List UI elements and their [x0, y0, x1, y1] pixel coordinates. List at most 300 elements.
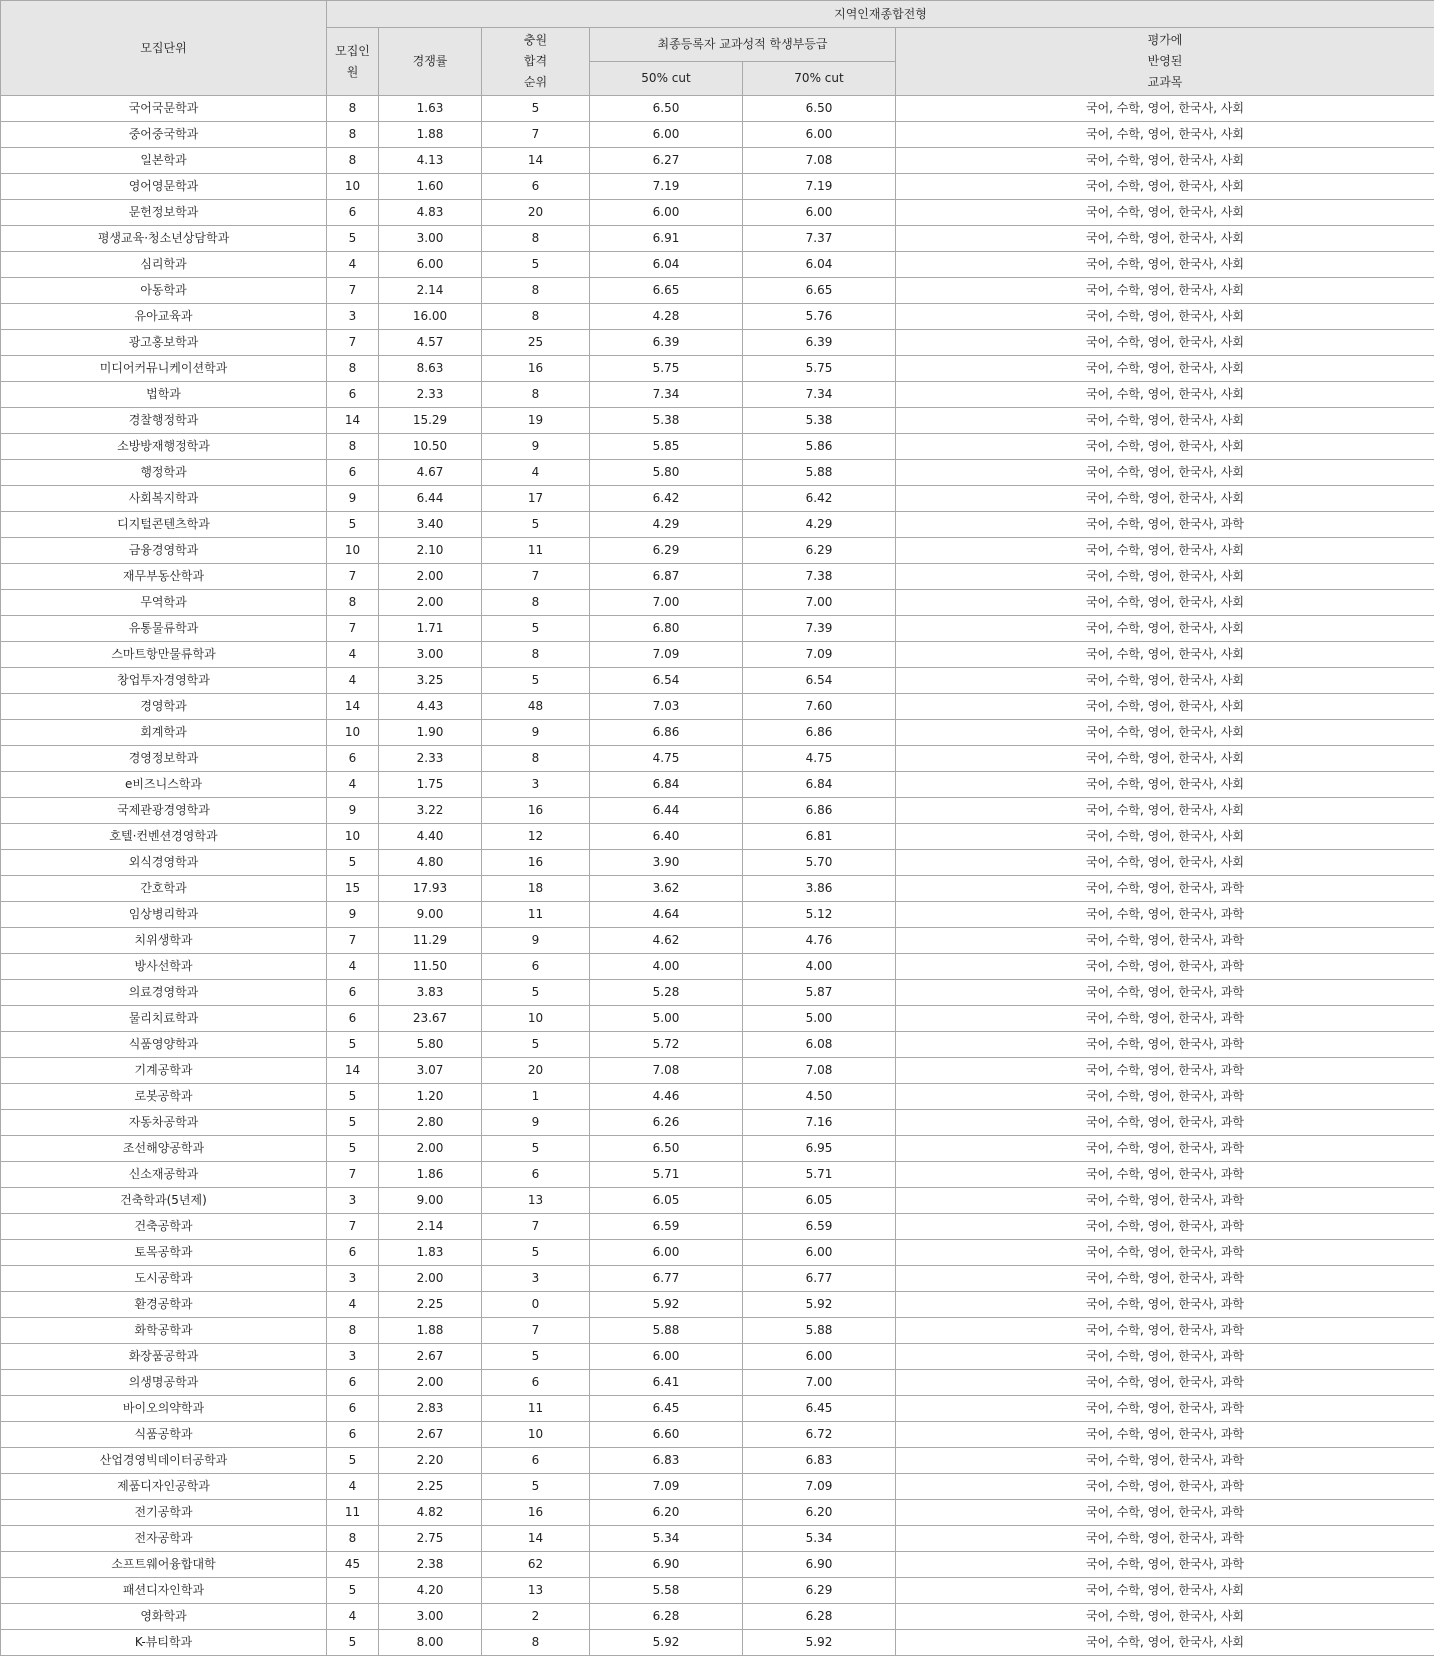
cell-quota: 5 — [327, 512, 379, 538]
cell-rate: 10.50 — [379, 434, 482, 460]
cell-rate: 1.20 — [379, 1084, 482, 1110]
cell-unit: 산업경영빅데이터공학과 — [1, 1448, 327, 1474]
cell-rank: 13 — [482, 1188, 590, 1214]
cell-subjects: 국어, 수학, 영어, 한국사, 과학 — [896, 1058, 1434, 1084]
cell-subjects: 국어, 수학, 영어, 한국사, 과학 — [896, 980, 1434, 1006]
cell-rate: 1.86 — [379, 1162, 482, 1188]
cell-unit: 사회복지학과 — [1, 486, 327, 512]
cell-cut70: 6.28 — [743, 1604, 896, 1630]
cell-rate: 1.71 — [379, 616, 482, 642]
cell-subjects: 국어, 수학, 영어, 한국사, 사회 — [896, 1578, 1434, 1604]
cell-quota: 15 — [327, 876, 379, 902]
cell-quota: 9 — [327, 798, 379, 824]
cell-subjects: 국어, 수학, 영어, 한국사, 사회 — [896, 798, 1434, 824]
cell-rank: 48 — [482, 694, 590, 720]
cell-cut50: 6.80 — [590, 616, 743, 642]
table-row — [1, 278, 1434, 304]
cell-cut50: 3.90 — [590, 850, 743, 876]
cell-quota: 4 — [327, 772, 379, 798]
cell-cut50: 7.09 — [590, 1474, 743, 1500]
cell-unit: 조선해양공학과 — [1, 1136, 327, 1162]
cell-subjects: 국어, 수학, 영어, 한국사, 사회 — [896, 304, 1434, 330]
table-row — [1, 252, 1434, 278]
cell-rank: 11 — [482, 538, 590, 564]
cell-unit: 회계학과 — [1, 720, 327, 746]
cell-cut70: 6.77 — [743, 1266, 896, 1292]
cell-cut70: 4.50 — [743, 1084, 896, 1110]
cell-rate: 4.80 — [379, 850, 482, 876]
table-row — [1, 1240, 1434, 1266]
cell-rank: 18 — [482, 876, 590, 902]
cell-rate: 4.20 — [379, 1578, 482, 1604]
cell-cut70: 6.00 — [743, 122, 896, 148]
cell-unit: 법학과 — [1, 382, 327, 408]
cell-subjects: 국어, 수학, 영어, 한국사, 사회 — [896, 824, 1434, 850]
cell-quota: 7 — [327, 564, 379, 590]
table-row — [1, 798, 1434, 824]
cell-subjects: 국어, 수학, 영어, 한국사, 과학 — [896, 1214, 1434, 1240]
cell-rate: 2.14 — [379, 278, 482, 304]
cell-quota: 4 — [327, 642, 379, 668]
cell-unit: 디지털콘텐츠학과 — [1, 512, 327, 538]
header-grade-group: 최종등록자 교과성적 학생부등급 — [590, 28, 896, 62]
cell-quota: 8 — [327, 434, 379, 460]
cell-cut70: 7.08 — [743, 148, 896, 174]
cell-subjects: 국어, 수학, 영어, 한국사, 과학 — [896, 1526, 1434, 1552]
cell-cut70: 7.39 — [743, 616, 896, 642]
table-row — [1, 200, 1434, 226]
cell-rate: 4.57 — [379, 330, 482, 356]
table-row — [1, 1422, 1434, 1448]
cell-unit: 재무부동산학과 — [1, 564, 327, 590]
cell-cut70: 6.42 — [743, 486, 896, 512]
cell-rank: 8 — [482, 1630, 590, 1656]
table-row — [1, 1162, 1434, 1188]
cell-cut70: 5.92 — [743, 1292, 896, 1318]
cell-rank: 5 — [482, 616, 590, 642]
cell-cut70: 6.65 — [743, 278, 896, 304]
cell-cut70: 5.38 — [743, 408, 896, 434]
cell-cut70: 7.16 — [743, 1110, 896, 1136]
cell-quota: 5 — [327, 1578, 379, 1604]
cell-rank: 0 — [482, 1292, 590, 1318]
cell-cut70: 6.59 — [743, 1214, 896, 1240]
cell-subjects: 국어, 수학, 영어, 한국사, 사회 — [896, 590, 1434, 616]
cell-cut50: 6.45 — [590, 1396, 743, 1422]
cell-rank: 62 — [482, 1552, 590, 1578]
table-row — [1, 434, 1434, 460]
cell-unit: 화장품공학과 — [1, 1344, 327, 1370]
cell-unit: 환경공학과 — [1, 1292, 327, 1318]
cell-quota: 6 — [327, 1422, 379, 1448]
cell-rate: 4.67 — [379, 460, 482, 486]
cell-cut70: 6.90 — [743, 1552, 896, 1578]
table-row — [1, 590, 1434, 616]
cell-cut70: 6.72 — [743, 1422, 896, 1448]
cell-rate: 2.00 — [379, 564, 482, 590]
cell-cut70: 7.09 — [743, 1474, 896, 1500]
cell-cut70: 7.00 — [743, 590, 896, 616]
cell-cut70: 4.29 — [743, 512, 896, 538]
cell-rank: 17 — [482, 486, 590, 512]
header-rate: 경쟁률 — [379, 28, 482, 96]
cell-cut70: 6.50 — [743, 96, 896, 122]
cell-unit: 바이오의약학과 — [1, 1396, 327, 1422]
cell-unit: 건축공학과 — [1, 1214, 327, 1240]
cell-unit: 유아교육과 — [1, 304, 327, 330]
cell-subjects: 국어, 수학, 영어, 한국사, 과학 — [896, 1136, 1434, 1162]
cell-cut50: 5.92 — [590, 1630, 743, 1656]
cell-quota: 5 — [327, 226, 379, 252]
cell-subjects: 국어, 수학, 영어, 한국사, 과학 — [896, 1266, 1434, 1292]
table-row — [1, 226, 1434, 252]
cell-rate: 1.90 — [379, 720, 482, 746]
cell-unit: 패션디자인학과 — [1, 1578, 327, 1604]
table-row — [1, 122, 1434, 148]
cell-cut50: 6.91 — [590, 226, 743, 252]
cell-unit: 전자공학과 — [1, 1526, 327, 1552]
cell-rate: 2.33 — [379, 382, 482, 408]
cell-rate: 3.22 — [379, 798, 482, 824]
cell-rate: 11.50 — [379, 954, 482, 980]
cell-rate: 4.40 — [379, 824, 482, 850]
cell-subjects: 국어, 수학, 영어, 한국사, 과학 — [896, 1084, 1434, 1110]
table-row — [1, 356, 1434, 382]
cell-unit: 평생교육·청소년상담학과 — [1, 226, 327, 252]
cell-quota: 3 — [327, 304, 379, 330]
cell-rate: 3.07 — [379, 1058, 482, 1084]
cell-rate: 2.00 — [379, 1370, 482, 1396]
cell-rank: 5 — [482, 980, 590, 1006]
cell-unit: 신소재공학과 — [1, 1162, 327, 1188]
cell-rate: 11.29 — [379, 928, 482, 954]
cell-quota: 7 — [327, 278, 379, 304]
cell-subjects: 국어, 수학, 영어, 한국사, 사회 — [896, 850, 1434, 876]
cell-cut70: 5.75 — [743, 356, 896, 382]
cell-cut50: 7.34 — [590, 382, 743, 408]
cell-rate: 2.25 — [379, 1474, 482, 1500]
cell-quota: 6 — [327, 382, 379, 408]
table-row — [1, 96, 1434, 122]
cell-cut50: 6.50 — [590, 1136, 743, 1162]
cell-rank: 6 — [482, 1448, 590, 1474]
table-row — [1, 694, 1434, 720]
header-rank: 충원 합격 순위 — [482, 28, 590, 96]
cell-rate: 2.67 — [379, 1344, 482, 1370]
cell-subjects: 국어, 수학, 영어, 한국사, 과학 — [896, 876, 1434, 902]
cell-subjects: 국어, 수학, 영어, 한국사, 과학 — [896, 512, 1434, 538]
table-header — [1, 1, 1434, 96]
cell-subjects: 국어, 수학, 영어, 한국사, 과학 — [896, 1188, 1434, 1214]
cell-cut50: 5.28 — [590, 980, 743, 1006]
cell-subjects: 국어, 수학, 영어, 한국사, 과학 — [896, 954, 1434, 980]
cell-unit: 임상병리학과 — [1, 902, 327, 928]
cell-cut50: 5.00 — [590, 1006, 743, 1032]
cell-unit: 토목공학과 — [1, 1240, 327, 1266]
cell-rank: 5 — [482, 1136, 590, 1162]
cell-quota: 8 — [327, 590, 379, 616]
cell-unit: 심리학과 — [1, 252, 327, 278]
cell-unit: 소방방재행정학과 — [1, 434, 327, 460]
cell-unit: 광고홍보학과 — [1, 330, 327, 356]
cell-cut70: 7.38 — [743, 564, 896, 590]
cell-rank: 20 — [482, 1058, 590, 1084]
cell-cut70: 6.95 — [743, 1136, 896, 1162]
cell-subjects: 국어, 수학, 영어, 한국사, 사회 — [896, 408, 1434, 434]
cell-subjects: 국어, 수학, 영어, 한국사, 사회 — [896, 746, 1434, 772]
cell-cut50: 6.65 — [590, 278, 743, 304]
cell-rate: 1.75 — [379, 772, 482, 798]
cell-quota: 3 — [327, 1188, 379, 1214]
cell-rate: 3.00 — [379, 226, 482, 252]
table-row — [1, 876, 1434, 902]
cell-rank: 8 — [482, 642, 590, 668]
table-row — [1, 1110, 1434, 1136]
cell-unit: 식품영양학과 — [1, 1032, 327, 1058]
cell-rank: 9 — [482, 1110, 590, 1136]
header-unit: 모집단위 — [1, 1, 327, 96]
cell-quota: 8 — [327, 356, 379, 382]
cell-cut50: 5.80 — [590, 460, 743, 486]
cell-cut50: 6.27 — [590, 148, 743, 174]
cell-cut50: 6.60 — [590, 1422, 743, 1448]
cell-cut50: 6.39 — [590, 330, 743, 356]
cell-subjects: 국어, 수학, 영어, 한국사, 과학 — [896, 1396, 1434, 1422]
cell-rate: 2.20 — [379, 1448, 482, 1474]
table-row — [1, 1058, 1434, 1084]
cell-quota: 7 — [327, 330, 379, 356]
cell-rate: 2.80 — [379, 1110, 482, 1136]
table-row — [1, 1500, 1434, 1526]
cell-subjects: 국어, 수학, 영어, 한국사, 사회 — [896, 486, 1434, 512]
cell-unit: 간호학과 — [1, 876, 327, 902]
cell-unit: 무역학과 — [1, 590, 327, 616]
cell-cut70: 5.87 — [743, 980, 896, 1006]
cell-cut70: 7.37 — [743, 226, 896, 252]
table-row — [1, 304, 1434, 330]
cell-subjects: 국어, 수학, 영어, 한국사, 사회 — [896, 616, 1434, 642]
cell-cut70: 5.00 — [743, 1006, 896, 1032]
cell-rank: 3 — [482, 1266, 590, 1292]
cell-subjects: 국어, 수학, 영어, 한국사, 과학 — [896, 1552, 1434, 1578]
table-row — [1, 148, 1434, 174]
cell-quota: 5 — [327, 1032, 379, 1058]
cell-rank: 5 — [482, 1344, 590, 1370]
cell-rate: 4.43 — [379, 694, 482, 720]
cell-cut70: 6.05 — [743, 1188, 896, 1214]
cell-rank: 19 — [482, 408, 590, 434]
cell-unit: 도시공학과 — [1, 1266, 327, 1292]
cell-subjects: 국어, 수학, 영어, 한국사, 사회 — [896, 538, 1434, 564]
cell-unit: 금융경영학과 — [1, 538, 327, 564]
cell-unit: 방사선학과 — [1, 954, 327, 980]
cell-rate: 2.10 — [379, 538, 482, 564]
cell-unit: 미디어커뮤니케이션학과 — [1, 356, 327, 382]
cell-subjects: 국어, 수학, 영어, 한국사, 과학 — [896, 928, 1434, 954]
cell-subjects: 국어, 수학, 영어, 한국사, 과학 — [896, 902, 1434, 928]
cell-quota: 3 — [327, 1266, 379, 1292]
cell-cut50: 6.00 — [590, 122, 743, 148]
cell-cut70: 6.29 — [743, 1578, 896, 1604]
cell-cut70: 5.88 — [743, 1318, 896, 1344]
cell-cut50: 4.00 — [590, 954, 743, 980]
table-row — [1, 1396, 1434, 1422]
cell-rank: 5 — [482, 1474, 590, 1500]
cell-quota: 6 — [327, 1240, 379, 1266]
cell-unit: 중어중국학과 — [1, 122, 327, 148]
cell-cut70: 6.20 — [743, 1500, 896, 1526]
table-row — [1, 824, 1434, 850]
cell-rank: 6 — [482, 1370, 590, 1396]
cell-rate: 2.75 — [379, 1526, 482, 1552]
cell-subjects: 국어, 수학, 영어, 한국사, 사회 — [896, 668, 1434, 694]
cell-cut50: 6.54 — [590, 668, 743, 694]
cell-subjects: 국어, 수학, 영어, 한국사, 과학 — [896, 1448, 1434, 1474]
cell-cut50: 5.75 — [590, 356, 743, 382]
cell-cut70: 5.70 — [743, 850, 896, 876]
cell-cut70: 5.76 — [743, 304, 896, 330]
cell-rank: 3 — [482, 772, 590, 798]
cell-cut50: 6.77 — [590, 1266, 743, 1292]
cell-unit: 의료경영학과 — [1, 980, 327, 1006]
cell-rank: 13 — [482, 1578, 590, 1604]
cell-unit: 치위생학과 — [1, 928, 327, 954]
cell-subjects: 국어, 수학, 영어, 한국사, 사회 — [896, 174, 1434, 200]
table-row — [1, 928, 1434, 954]
cell-cut70: 7.60 — [743, 694, 896, 720]
cell-unit: 화학공학과 — [1, 1318, 327, 1344]
cell-cut70: 5.86 — [743, 434, 896, 460]
cell-rank: 10 — [482, 1422, 590, 1448]
cell-cut50: 6.86 — [590, 720, 743, 746]
cell-quota: 6 — [327, 1370, 379, 1396]
cell-quota: 45 — [327, 1552, 379, 1578]
cell-rank: 2 — [482, 1604, 590, 1630]
table-row — [1, 1188, 1434, 1214]
cell-cut50: 6.26 — [590, 1110, 743, 1136]
cell-unit: 자동차공학과 — [1, 1110, 327, 1136]
cell-subjects: 국어, 수학, 영어, 한국사, 과학 — [896, 1474, 1434, 1500]
cell-subjects: 국어, 수학, 영어, 한국사, 사회 — [896, 330, 1434, 356]
table-row — [1, 1266, 1434, 1292]
table-row — [1, 174, 1434, 200]
cell-cut50: 6.05 — [590, 1188, 743, 1214]
cell-quota: 14 — [327, 1058, 379, 1084]
cell-quota: 10 — [327, 174, 379, 200]
cell-cut50: 4.28 — [590, 304, 743, 330]
table-row — [1, 746, 1434, 772]
cell-quota: 10 — [327, 824, 379, 850]
table-row — [1, 382, 1434, 408]
cell-quota: 6 — [327, 746, 379, 772]
cell-rank: 8 — [482, 278, 590, 304]
cell-quota: 4 — [327, 954, 379, 980]
cell-unit: 전기공학과 — [1, 1500, 327, 1526]
cell-cut70: 6.00 — [743, 1240, 896, 1266]
table-row — [1, 1292, 1434, 1318]
cell-subjects: 국어, 수학, 영어, 한국사, 사회 — [896, 122, 1434, 148]
cell-rank: 5 — [482, 1240, 590, 1266]
cell-rank: 7 — [482, 564, 590, 590]
cell-subjects: 국어, 수학, 영어, 한국사, 과학 — [896, 1500, 1434, 1526]
cell-quota: 9 — [327, 486, 379, 512]
cell-cut50: 4.29 — [590, 512, 743, 538]
table-row — [1, 616, 1434, 642]
cell-cut70: 7.08 — [743, 1058, 896, 1084]
cell-unit: 경찰행정학과 — [1, 408, 327, 434]
cell-subjects: 국어, 수학, 영어, 한국사, 과학 — [896, 1162, 1434, 1188]
cell-rank: 8 — [482, 590, 590, 616]
cell-cut70: 6.81 — [743, 824, 896, 850]
cell-subjects: 국어, 수학, 영어, 한국사, 사회 — [896, 252, 1434, 278]
cell-quota: 6 — [327, 200, 379, 226]
cell-quota: 14 — [327, 408, 379, 434]
table-row — [1, 460, 1434, 486]
cell-rate: 2.38 — [379, 1552, 482, 1578]
cell-quota: 5 — [327, 850, 379, 876]
cell-unit: 국제관광경영학과 — [1, 798, 327, 824]
cell-rate: 3.25 — [379, 668, 482, 694]
cell-rate: 2.83 — [379, 1396, 482, 1422]
cell-subjects: 국어, 수학, 영어, 한국사, 과학 — [896, 1422, 1434, 1448]
cell-rate: 2.00 — [379, 1266, 482, 1292]
cell-cut50: 5.72 — [590, 1032, 743, 1058]
cell-quota: 5 — [327, 1630, 379, 1656]
cell-rate: 15.29 — [379, 408, 482, 434]
cell-subjects: 국어, 수학, 영어, 한국사, 사회 — [896, 434, 1434, 460]
table-row — [1, 642, 1434, 668]
cell-rank: 7 — [482, 1214, 590, 1240]
cell-unit: 소프트웨어융합대학 — [1, 1552, 327, 1578]
cell-cut50: 5.71 — [590, 1162, 743, 1188]
cell-subjects: 국어, 수학, 영어, 한국사, 과학 — [896, 1344, 1434, 1370]
cell-rank: 11 — [482, 902, 590, 928]
cell-cut70: 6.83 — [743, 1448, 896, 1474]
cell-quota: 5 — [327, 1110, 379, 1136]
cell-rank: 6 — [482, 1162, 590, 1188]
cell-rate: 1.88 — [379, 122, 482, 148]
cell-rank: 6 — [482, 954, 590, 980]
cell-quota: 6 — [327, 1396, 379, 1422]
cell-cut70: 6.84 — [743, 772, 896, 798]
cell-quota: 8 — [327, 96, 379, 122]
cell-subjects: 국어, 수학, 영어, 한국사, 과학 — [896, 1240, 1434, 1266]
cell-quota: 4 — [327, 1604, 379, 1630]
cell-quota: 8 — [327, 148, 379, 174]
cell-rank: 16 — [482, 850, 590, 876]
cell-rate: 3.00 — [379, 642, 482, 668]
cell-cut70: 6.29 — [743, 538, 896, 564]
table-row — [1, 772, 1434, 798]
cell-subjects: 국어, 수학, 영어, 한국사, 사회 — [896, 564, 1434, 590]
cell-rank: 8 — [482, 226, 590, 252]
cell-rate: 2.25 — [379, 1292, 482, 1318]
cell-cut50: 5.92 — [590, 1292, 743, 1318]
cell-rate: 3.40 — [379, 512, 482, 538]
cell-unit: 기계공학과 — [1, 1058, 327, 1084]
cell-cut70: 4.00 — [743, 954, 896, 980]
cell-quota: 8 — [327, 1318, 379, 1344]
cell-unit: 호텔·컨벤션경영학과 — [1, 824, 327, 850]
table-row — [1, 1032, 1434, 1058]
table-row — [1, 1604, 1434, 1630]
table-row — [1, 512, 1434, 538]
cell-cut50: 5.38 — [590, 408, 743, 434]
cell-rank: 5 — [482, 252, 590, 278]
cell-subjects: 국어, 수학, 영어, 한국사, 사회 — [896, 1630, 1434, 1656]
cell-subjects: 국어, 수학, 영어, 한국사, 사회 — [896, 694, 1434, 720]
cell-unit: 로봇공학과 — [1, 1084, 327, 1110]
